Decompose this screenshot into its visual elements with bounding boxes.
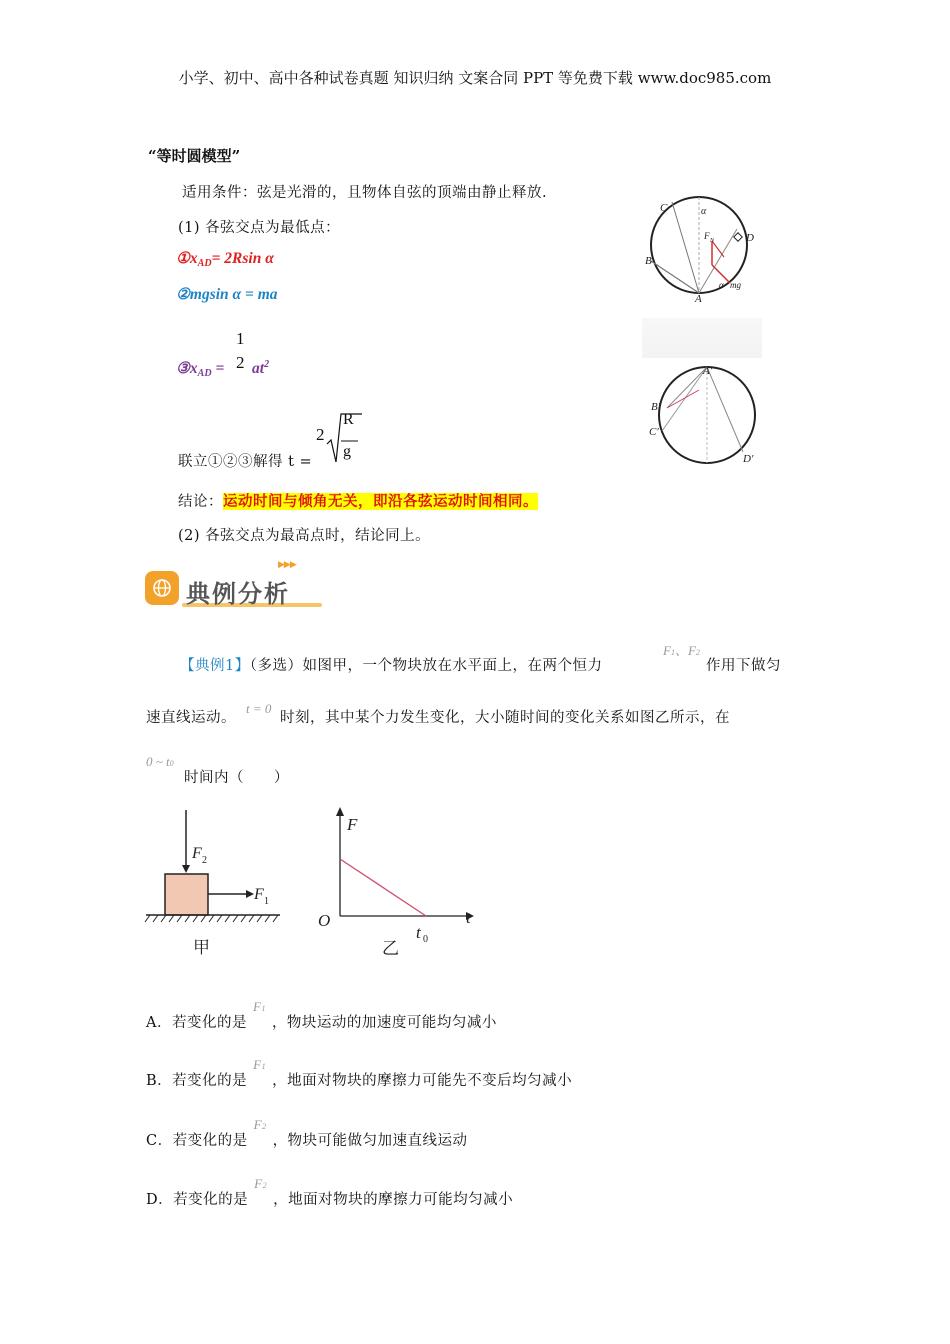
banner-title: 典例分析 — [186, 580, 290, 608]
label-b-prime: B′ — [651, 401, 661, 413]
label-f1: F — [254, 886, 264, 903]
figure-yi-chart — [310, 805, 485, 960]
series-line-f — [340, 859, 426, 916]
label-f2-sub: 2 — [202, 855, 207, 866]
label-a: A — [695, 293, 702, 305]
page-header: 小学、初中、高中各种试卷真题 知识归纳 文案合同 PPT 等免费下载 www.doc985.com — [178, 69, 772, 87]
globe-icon — [145, 571, 179, 605]
solve-text: 联立①②③解得 t = — [178, 454, 313, 470]
option-c[interactable]: C．若变化的是F2，物块可能做匀加速直线运动 — [146, 1117, 468, 1149]
sqrt-denominator: g — [343, 443, 351, 460]
faded-image-fragment — [642, 318, 762, 358]
figure-jia — [140, 805, 290, 960]
label-alpha-top: α — [701, 206, 707, 217]
t0-tick-label: t — [416, 923, 421, 942]
label-mg: mg — [730, 280, 741, 290]
label-alpha-bottom: α — [719, 280, 724, 290]
caption-yi: 乙 — [382, 939, 399, 958]
origin-label: O — [318, 911, 331, 930]
sqrt-coefficient: 2 — [316, 425, 325, 444]
condition-text: 适用条件：弦是光滑的，且物体自弦的顶端由静止释放. — [182, 185, 548, 201]
equation-2: ②mgsin α = ma — [176, 286, 278, 303]
option-d[interactable]: D．若变化的是F2，地面对物块的摩擦力可能均匀减小 — [146, 1176, 514, 1208]
example-line-1-end: 作用下做匀 — [706, 658, 781, 674]
label-a-prime: A′ — [703, 365, 713, 377]
x-axis-label: t — [466, 908, 471, 927]
y-axis-arrow — [336, 807, 344, 816]
conclusion: 结论：运动时间与倾角无关，即沿各弦运动时间相同。 — [178, 493, 538, 510]
example-line-2-end: 时刻，其中某个力发生变化，大小随时间的变化关系如图乙所示，在 — [280, 710, 730, 726]
t-equals-zero: t = 0 — [246, 701, 272, 716]
label-f1-sub: 1 — [264, 896, 269, 907]
equation-3: $③x_{AD}$ = — [176, 360, 225, 379]
equation-3-rhs: $at^2$ — [252, 359, 270, 377]
label-fn: F — [704, 231, 710, 241]
forces-inline: F1、F2 — [663, 643, 700, 658]
time-range: 0 ~ t0 — [146, 754, 174, 769]
conclusion-highlight: 运动时间与倾角无关，即沿各弦运动时间相同。 — [223, 493, 538, 510]
t0-tick-label-sub: 0 — [423, 934, 428, 945]
y-axis-label: F — [347, 815, 358, 834]
circle-figure-highest — [645, 362, 765, 472]
label-c-prime: C′ — [649, 426, 659, 438]
label-b: B — [645, 255, 652, 267]
label-d: D — [746, 232, 754, 244]
block — [165, 874, 208, 915]
fraction-denominator: 2 — [236, 353, 245, 372]
case1-text: (1) 各弦交点为最低点： — [178, 220, 341, 236]
label-c: C — [660, 202, 668, 214]
label-d-prime: D′ — [743, 453, 754, 465]
option-a[interactable]: A．若变化的是F1，物块运动的加速度可能均匀减小 — [146, 999, 497, 1031]
case2-text: (2) 各弦交点为最高点时，结论同上。 — [178, 528, 431, 544]
example-line-3: 时间内（ ） — [184, 770, 289, 786]
sqrt-numerator: R — [343, 411, 354, 428]
fraction-bar — [234, 351, 248, 352]
section-title: “等时圆模型” — [148, 147, 241, 165]
label-f2: F — [192, 845, 202, 862]
example-line-1: 【典例1】（多选）如图甲，一个物块放在水平面上，在两个恒力 — [180, 658, 603, 674]
caption-jia: 甲 — [193, 938, 210, 957]
fraction-numerator: 1 — [236, 329, 245, 348]
example-line-2-start: 速直线运动。 — [146, 710, 236, 726]
circle-figure-lowest — [640, 195, 770, 307]
equation-1: $①x_{AD}= 2Rsin$ α — [176, 250, 274, 269]
banner-arrows-icon: ▶▶▶ — [278, 560, 296, 570]
label-fn-sub: N — [710, 238, 715, 244]
option-b[interactable]: B．若变化的是F1，地面对物块的摩擦力可能先不变后均匀减小 — [146, 1057, 573, 1089]
